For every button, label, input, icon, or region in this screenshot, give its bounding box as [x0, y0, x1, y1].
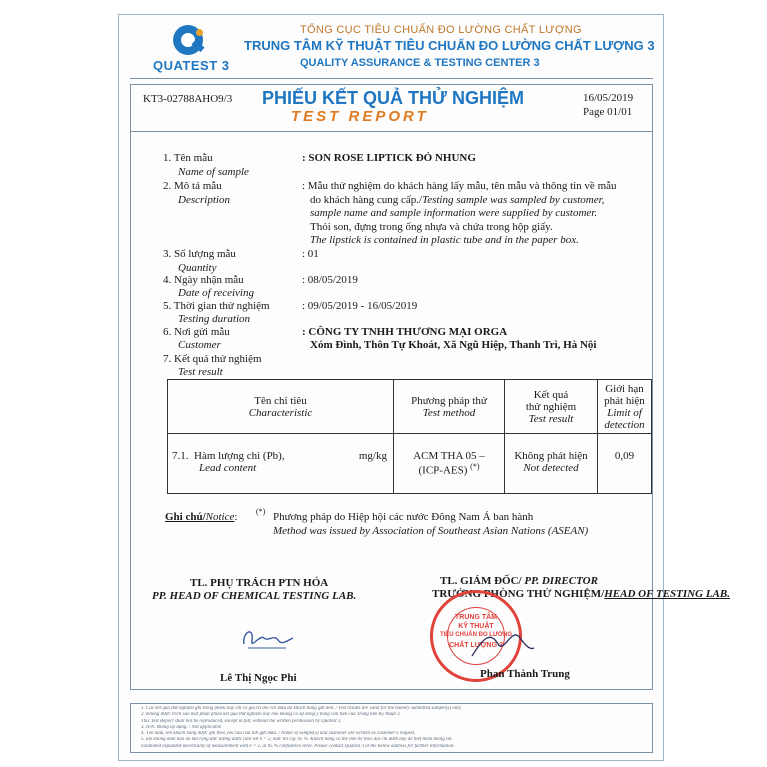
quantity-value: : 01 [302, 248, 319, 260]
note-text-en: Method was issued by Association of Southeast Asian Nations (ASEAN) [273, 525, 589, 537]
note-text: Phương pháp do Hiệp hội các nước Đông Nam Á ban hành [273, 511, 534, 523]
left-signature-mark [238, 622, 296, 654]
row-characteristic: 7.1. Hàm lượng chì (Pb), mg/kg Lead content [168, 434, 394, 494]
right-signature-mark [468, 620, 538, 670]
customer-name: : CÔNG TY TNHH THƯƠNG MẠI ORGA [302, 326, 508, 338]
description-line-1: : Mẫu thử nghiệm do khách hàng lấy mẫu, tên mẫu và thông tin về mẫu [302, 180, 617, 192]
field-label-quantity-en: Quantity [178, 262, 217, 274]
report-title: PHIẾU KẾT QUẢ THỬ NGHIỆM [262, 88, 524, 108]
right-signature-title-2: TRƯỞNG PHÒNG THỬ NGHIỆM/HEAD OF TESTING LAB. [432, 588, 730, 600]
row-result: Không phát hiện Not detected [505, 434, 598, 494]
header-limit: Giới hạn phát hiện Limit of detection [598, 380, 652, 434]
stamp-text-3: TIÊU CHUẨN ĐO LƯỜNG [439, 632, 513, 638]
description-line-3: sample name and sample information were supplied by customer. [310, 207, 598, 219]
header-method: Phương pháp thử Test method [394, 380, 505, 434]
report-title-en: TEST REPORT [291, 108, 429, 125]
left-signature-title-en: PP. HEAD OF CHEMICAL TESTING LAB. [152, 590, 357, 602]
note-mark: (*) [256, 507, 266, 516]
row-limit: 0,09 [598, 434, 652, 494]
received-date: : 08/05/2019 [302, 274, 358, 286]
field-label-received: 4. Ngày nhận mẫu [163, 274, 244, 286]
customer-address: Xóm Đình, Thôn Tự Khoát, Xã Ngũ Hiệp, Thanh Trì, Hà Nội [310, 339, 597, 351]
report-date: 16/05/2019 [583, 92, 634, 104]
row-method: ACM THA 05 – (ICP-AES) (*) [394, 434, 505, 494]
brand-name: QUATEST 3 [153, 58, 230, 73]
note-label: Ghi chú/Notice: [165, 511, 238, 523]
field-label-result: 7. Kết quả thử nghiệm [163, 353, 262, 365]
table-row [168, 434, 652, 494]
field-label-duration: 5. Thời gian thử nghiệm [163, 300, 270, 312]
field-label-duration-en: Testing duration [178, 313, 251, 325]
page-number: Page 01/01 [583, 106, 633, 118]
field-label-result-en: Test result [178, 366, 223, 378]
right-signature-title: TL. GIÁM ĐỐC/ PP. DIRECTOR [440, 575, 598, 587]
description-line-4: Thỏi son, đựng trong ống nhựa và chứa trong hộp giấy. [310, 221, 553, 233]
header-line-1: TỔNG CỤC TIÊU CHUẨN ĐO LƯỜNG CHẤT LƯỢNG [300, 24, 582, 36]
results-table [167, 379, 652, 494]
left-signature-name: Lê Thị Ngọc Phi [220, 672, 297, 684]
table-header-row [168, 380, 652, 434]
description-line-2: do khách hàng cung cấp./Testing sample was sampled by customer, [310, 194, 605, 206]
field-label-name-en: Name of sample [178, 166, 249, 178]
left-signature-title: TL. PHỤ TRÁCH PTN HÓA [190, 577, 329, 589]
sample-name: : SON ROSE LIPTICK ĐỎ NHUNG [302, 152, 476, 164]
stamp-text-4: CHẤT LƯỢNG 3 [449, 642, 503, 649]
field-label-quantity: 3. Số lượng mẫu [163, 248, 236, 260]
field-label-received-en: Date of receiving [178, 287, 254, 299]
stamp-text-1: TRUNG TÂM [455, 614, 497, 621]
field-label-name: 1. Tên mẫu [163, 152, 213, 164]
header-characteristic: Tên chỉ tiêu Characteristic [168, 380, 394, 434]
testing-duration: : 09/05/2019 - 16/05/2019 [302, 300, 418, 312]
report-code: KT3-02788AHO9/3 [143, 93, 233, 105]
field-label-description: 2. Mô tả mẫu [163, 180, 222, 192]
field-label-description-en: Description [178, 194, 230, 206]
right-signature-name: Phan Thành Trung [480, 668, 570, 680]
header-result: Kết quả thử nghiệm Test result [505, 380, 598, 434]
footer-notes: 1. Các kết quả thử nghiệm ghi trong phiếu này chỉ có giá trị đối với mẫu do khách hàng gửi đến. / Test results are valid for the namely submitted sample(s) only. 2. Không được trích sao một phần phiếu kết quả thử nghiệm này nếu không có sự đồng ý bằng văn bản của Trung tâm Kỹ thuật 3. This Test Report shall not be reproduced, except in full, without the written permission by Quatest 3. 3. N/A: không áp dụng. / Not applicable. 4. Tên mẫu, tên khách hàng được ghi theo yêu cầu của nơi gửi mẫu. / Name of sample(s) and customer are written as customer's request. 5. Độ không đảm bảo đo mở rộng ước lượng được tính với k = 2, mức tin cậy 95 %. Khách hàng có thể liên hệ theo địa chỉ dưới đây để biết thêm thông tin. Estimated expanded uncertainty of measurement with k = 2, at 95 % confidence level. Please contact Quatest 3 at the below address for further information. [130, 703, 653, 753]
header-line-3: QUALITY ASSURANCE & TESTING CENTER 3 [300, 57, 540, 69]
header-line-2: TRUNG TÂM KỸ THUẬT TIÊU CHUẨN ĐO LƯỜNG CHẤT LƯỢNG 3 [244, 38, 655, 53]
field-label-customer-en: Customer [178, 339, 221, 351]
description-line-5: The lipstick is contained in plastic tube and in the paper box. [310, 234, 579, 246]
stamp-text-2: KỸ THUẬT [458, 623, 494, 630]
field-label-customer: 6. Nơi gửi mẫu [163, 326, 230, 338]
